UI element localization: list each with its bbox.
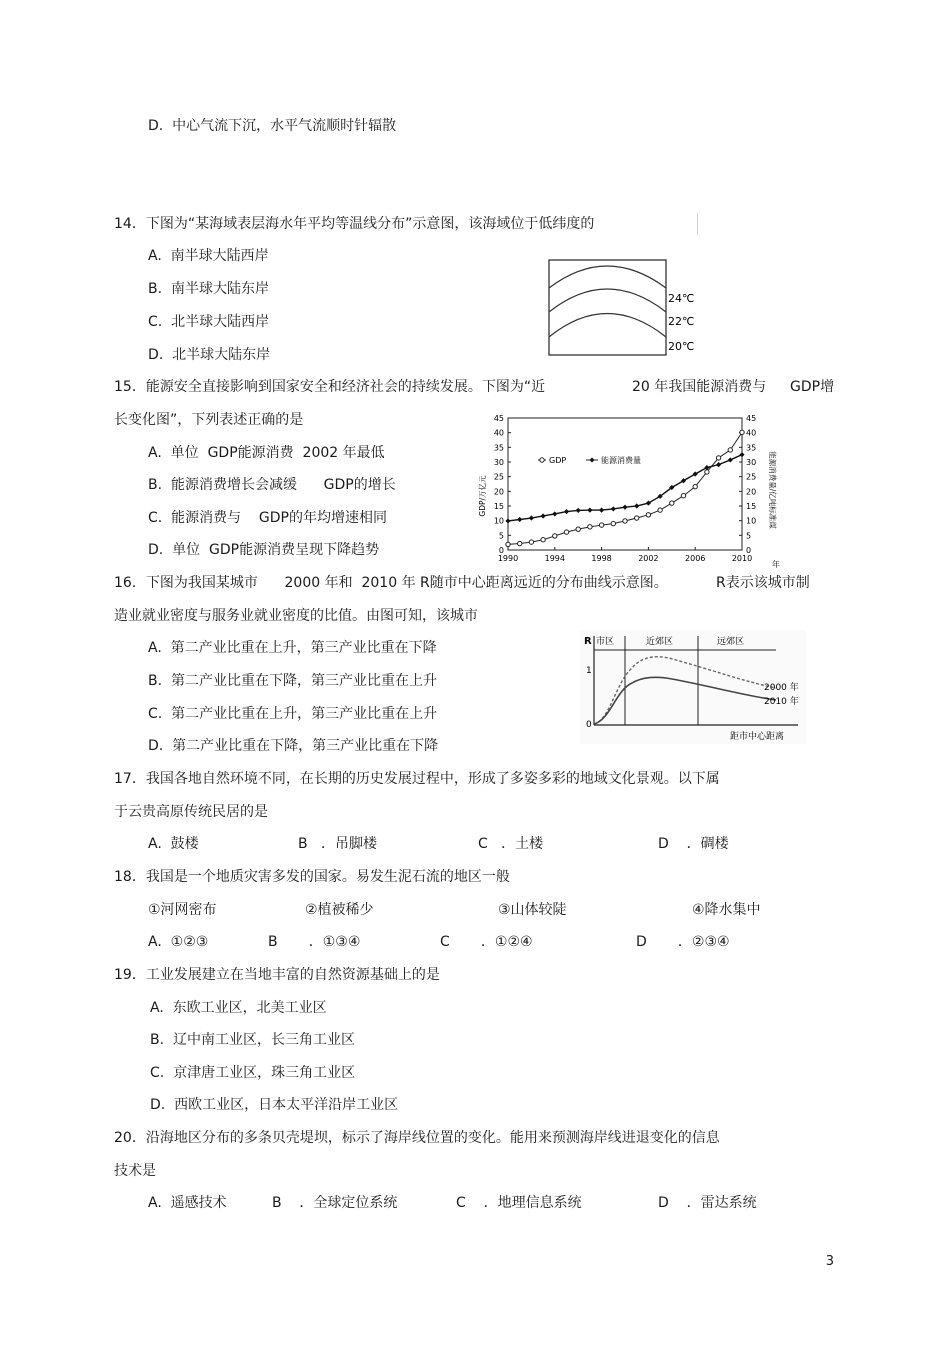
q15-stem-line2: 长变化图”，下列表述正确的是 xyxy=(114,412,304,428)
x-tick-label: 2006 xyxy=(685,554,706,563)
gdp-point xyxy=(588,525,592,529)
x-axis-unit: 年 xyxy=(772,560,780,569)
q20-option-c: C ．地理信息系统 xyxy=(456,1195,582,1211)
energy-point xyxy=(576,508,581,513)
plot-frame xyxy=(508,418,742,550)
y-tick-left-label: 0 xyxy=(498,546,504,555)
q18-option-d: D ．②③④ xyxy=(636,934,730,950)
x-tick-label: 2002 xyxy=(638,554,659,563)
q20-option-d: D ．雷达系统 xyxy=(658,1195,757,1211)
gdp-point xyxy=(635,516,639,520)
isotherm-frame xyxy=(549,260,666,355)
y-tick-left-label: 5 xyxy=(498,531,504,541)
q15-stem-line1: 15．能源安全直接影响到国家安全和经济社会的持续发展。下图为“近 xyxy=(114,379,546,395)
gdp-point xyxy=(541,538,545,542)
q16-option-b: B. 第二产业比重在下降，第三产业比重在上升 xyxy=(148,673,437,689)
q17-option-a: A. 鼓楼 xyxy=(148,836,199,852)
q14-option-b: B. 南半球大陆东岸 xyxy=(148,281,269,297)
gdp-point xyxy=(564,530,568,534)
q14-option-d: D. 北半球大陆东岸 xyxy=(148,347,271,363)
gdp-point xyxy=(716,456,720,460)
q14-stem: 14．下图为“某海域表层海水年平均等温线分布”示意图，该海域位于低纬度的 xyxy=(114,216,595,232)
y-tick-left-label: 40 xyxy=(493,428,504,438)
distance-axis-label: 距市中心距离 xyxy=(730,732,785,742)
legend-energy-label: 能源消费量 xyxy=(601,456,641,465)
q15-option-a: A. 单位 GDP能源消费 2002 年最低 xyxy=(148,445,385,461)
zone-urban: 市区 xyxy=(596,637,615,647)
gdp-point xyxy=(705,470,709,474)
q14-right-rule xyxy=(697,213,698,235)
gdp-point xyxy=(576,527,580,531)
series-label-2010: 2010 年 xyxy=(764,697,799,707)
q19-option-d: D. 西欧工业区，日本太平洋沿岸工业区 xyxy=(150,1097,399,1113)
r-tick-0: 0 xyxy=(586,720,592,730)
q19-option-b: B. 辽中南工业区，长三角工业区 xyxy=(150,1032,355,1048)
y-tick-right-label: 35 xyxy=(746,443,757,453)
legend-gdp-label: GDP xyxy=(549,456,567,465)
q15-stem-line1-end: GDP增 xyxy=(790,379,835,395)
q15-option-b: B. 能源消费增长会减缓 GDP的增长 xyxy=(148,477,396,493)
q18-item-1: ①河网密布 xyxy=(148,902,217,918)
isotherm-figure xyxy=(546,258,696,358)
gdp-point xyxy=(529,540,533,544)
legend-gdp-marker xyxy=(540,458,544,462)
y-tick-right-label: 5 xyxy=(746,531,752,541)
gdp-point xyxy=(646,513,650,517)
q17-option-b: B ．吊脚楼 xyxy=(298,836,377,852)
q20-stem-line1: 20．沿海地区分布的多条贝壳堤坝，标示了海岸线位置的变化。能用来预测海岸线进退变化的信息 xyxy=(114,1130,720,1146)
q18-item-2: ②植被稀少 xyxy=(305,902,374,918)
gdp-point xyxy=(506,542,510,546)
gdp-point xyxy=(518,541,522,545)
isotherm-20 xyxy=(549,314,666,338)
isotherm-label-20: 20℃ xyxy=(668,340,695,353)
gdp-point xyxy=(599,523,603,527)
y-tick-left-label: 20 xyxy=(493,487,504,497)
legend-energy-marker xyxy=(590,458,595,463)
gdp-point xyxy=(728,448,732,452)
energy-point xyxy=(739,452,744,457)
gdp-point xyxy=(611,521,615,525)
q15-stem-line1-mid: 20 年我国能源消费与 xyxy=(632,379,767,395)
isotherm-label-24: 24℃ xyxy=(668,292,695,305)
isotherm-24 xyxy=(549,266,666,288)
gdp-point xyxy=(681,494,685,498)
gdp-point xyxy=(670,501,674,505)
q18-option-c: C ．①②④ xyxy=(440,934,533,950)
y-tick-left-label: 10 xyxy=(493,516,504,526)
y-tick-right-label: 40 xyxy=(746,428,757,438)
q17-stem-line2: 于云贵高原传统民居的是 xyxy=(114,804,268,820)
isotherm-22 xyxy=(549,289,666,312)
q18-option-b: B ．①③④ xyxy=(268,934,361,950)
x-tick-label: 1990 xyxy=(497,554,519,563)
gdp-point xyxy=(658,508,662,512)
q17-stem-line1: 17．我国各地自然环境不同，在长期的历史发展过程中，形成了多姿多彩的地域文化景观。以下属 xyxy=(114,771,720,787)
r-distance-figure xyxy=(580,630,806,744)
q17-option-c: C ．土楼 xyxy=(478,836,544,852)
r-axis-label: R xyxy=(584,636,592,647)
q16-stem-line1: 16．下图为我国某城市 2000 年和 2010 年 R随市中心距离远近的分布曲线示意图。 xyxy=(114,575,668,591)
q19-option-c: C. 京津唐工业区，珠三角工业区 xyxy=(150,1065,356,1081)
q20-stem-line2: 技术是 xyxy=(114,1163,156,1179)
y-tick-right-label: 20 xyxy=(746,487,757,497)
y-tick-right-label: 0 xyxy=(746,546,752,555)
q18-item-3: ③山体较陡 xyxy=(498,902,567,918)
isotherm-label-22: 22℃ xyxy=(668,315,695,328)
zone-outer-suburb: 远郊区 xyxy=(717,637,745,647)
gdp-point xyxy=(623,519,627,523)
q19-option-a: A. 东欧工业区，北美工业区 xyxy=(150,1000,327,1016)
y-tick-right-label: 15 xyxy=(746,502,757,511)
y-axis-left-label: GDP/万亿元 xyxy=(478,475,487,517)
energy-point xyxy=(611,506,616,511)
q16-option-a: A. 第二产业比重在上升，第三产业比重在下降 xyxy=(148,640,437,656)
energy-point xyxy=(634,503,639,508)
gdp-energy-chart xyxy=(474,410,796,570)
energy-point xyxy=(529,515,534,520)
q18-stem: 18．我国是一个地质灾害多发的国家。易发生泥石流的地区一般 xyxy=(114,869,510,885)
gdp-point xyxy=(740,430,744,434)
page-number: 3 xyxy=(825,1254,834,1269)
series-label-2000: 2000 年 xyxy=(764,683,799,693)
energy-point xyxy=(728,457,733,462)
energy-point xyxy=(587,508,592,513)
q16-option-d: D. 第二产业比重在下降，第三产业比重在下降 xyxy=(148,738,439,754)
q13-option-d: D. 中心气流下沉，水平气流顺时针辐散 xyxy=(148,118,397,134)
energy-point xyxy=(505,518,510,523)
q18-option-a: A. ①②③ xyxy=(148,934,209,950)
energy-point xyxy=(622,505,627,510)
q16-stem-line2: 造业就业密度与服务业就业密度的比值。由图可知，该城市 xyxy=(114,608,478,624)
energy-point xyxy=(564,509,569,514)
q15-option-c: C. 能源消费与 GDP的年均增速相同 xyxy=(148,510,387,526)
energy-point xyxy=(716,462,721,467)
y-tick-right-label: 45 xyxy=(746,414,757,423)
y-tick-left-label: 30 xyxy=(493,458,504,467)
gdp-point xyxy=(553,534,557,538)
x-tick-label: 2010 xyxy=(731,554,753,563)
energy-point xyxy=(541,513,546,518)
energy-point xyxy=(517,517,522,522)
r-tick-1: 1 xyxy=(586,666,592,676)
q18-item-4: ④降水集中 xyxy=(692,902,761,918)
energy-point xyxy=(599,508,604,513)
y-tick-right-label: 10 xyxy=(746,516,757,526)
q20-option-a: A. 遥感技术 xyxy=(148,1195,227,1211)
y-tick-left-label: 45 xyxy=(493,414,504,423)
zone-inner-suburb: 近郊区 xyxy=(646,637,674,647)
q14-option-c: C. 北半球大陆西岸 xyxy=(148,314,270,330)
q16-option-c: C. 第二产业比重在上升，第三产业比重在上升 xyxy=(148,706,438,722)
x-tick-label: 1998 xyxy=(591,554,612,563)
y-axis-right-label: 能源消费量/亿吨标准煤 xyxy=(768,451,777,529)
energy-point xyxy=(552,511,557,516)
y-tick-left-label: 35 xyxy=(493,443,504,453)
y-tick-left-label: 25 xyxy=(493,472,504,482)
q20-option-b: B ．全球定位系统 xyxy=(272,1195,398,1211)
q17-option-d: D ．碉楼 xyxy=(658,836,729,852)
y-tick-right-label: 25 xyxy=(746,472,757,482)
q15-option-d: D. 单位 GDP能源消费呈现下降趋势 xyxy=(148,542,380,558)
x-tick-label: 1994 xyxy=(544,554,565,563)
y-tick-left-label: 15 xyxy=(493,502,504,511)
gdp-line xyxy=(508,432,742,544)
q14-option-a: A. 南半球大陆西岸 xyxy=(148,248,269,264)
gdp-point xyxy=(693,484,697,488)
q16-stem-line1-end: R表示该城市制 xyxy=(716,575,810,591)
y-tick-right-label: 30 xyxy=(746,458,757,467)
q19-stem: 19．工业发展建立在当地丰富的自然资源基础上的是 xyxy=(114,967,440,983)
